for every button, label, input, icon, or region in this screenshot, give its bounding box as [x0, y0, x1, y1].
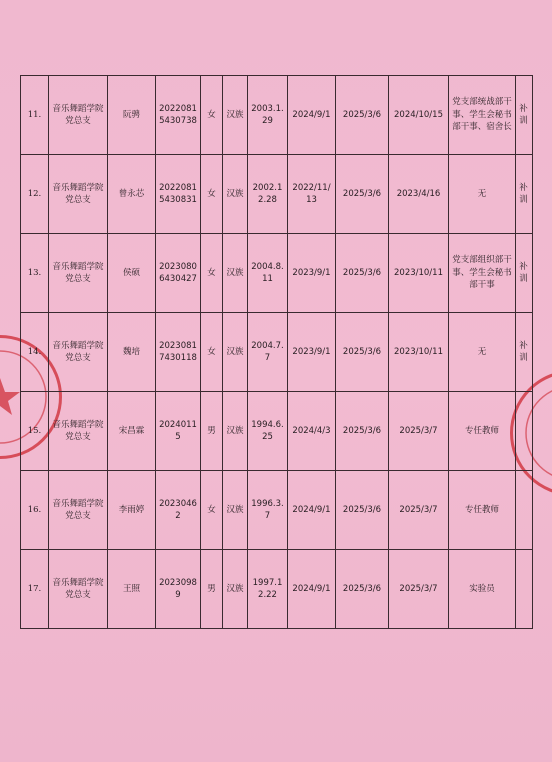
remark-cell [516, 550, 533, 629]
org-cell: 音乐舞蹈学院党总支 [49, 392, 108, 471]
position-cell: 专任教师 [449, 392, 516, 471]
date-cell: 2025/3/7 [389, 392, 449, 471]
table-row [21, 313, 533, 392]
gender-cell: 女 [201, 313, 223, 392]
date-cell: 2025/3/7 [389, 550, 449, 629]
remark-cell: 补训 [516, 313, 533, 392]
remark-cell [516, 392, 533, 471]
join-date-cell: 2024/9/1 [288, 550, 336, 629]
row-number: 12. [21, 155, 49, 234]
remark-cell [516, 471, 533, 550]
date-cell: 2025/3/7 [389, 471, 449, 550]
date-cell: 2025/3/6 [336, 471, 389, 550]
join-date-cell: 2023/9/1 [288, 313, 336, 392]
ethnicity-cell: 汉族 [223, 550, 248, 629]
date-cell: 2025/3/6 [336, 234, 389, 313]
join-date-cell: 2022/11/13 [288, 155, 336, 234]
org-cell: 音乐舞蹈学院党总支 [49, 313, 108, 392]
ethnicity-cell: 汉族 [223, 155, 248, 234]
join-date-cell: 2023/9/1 [288, 234, 336, 313]
join-date-cell: 2024/9/1 [288, 471, 336, 550]
date-cell: 2025/3/6 [336, 76, 389, 155]
gender-cell: 女 [201, 76, 223, 155]
student-id-cell: 20220815430738 [156, 76, 201, 155]
gender-cell: 男 [201, 550, 223, 629]
org-cell: 音乐舞蹈学院党总支 [49, 550, 108, 629]
date-cell: 2024/10/15 [389, 76, 449, 155]
join-date-cell: 2024/4/3 [288, 392, 336, 471]
birth-date-cell: 1996.3.7 [248, 471, 288, 550]
position-cell: 专任教师 [449, 471, 516, 550]
row-number: 15. [21, 392, 49, 471]
table-row [21, 471, 533, 550]
join-date-cell: 2024/9/1 [288, 76, 336, 155]
org-cell: 音乐舞蹈学院党总支 [49, 155, 108, 234]
member-table [20, 75, 533, 629]
row-number: 13. [21, 234, 49, 313]
student-id-cell: 20230462 [156, 471, 201, 550]
ethnicity-cell: 汉族 [223, 392, 248, 471]
gender-cell: 女 [201, 471, 223, 550]
row-number: 17. [21, 550, 49, 629]
birth-date-cell: 1994.6.25 [248, 392, 288, 471]
student-id-cell: 20220815430831 [156, 155, 201, 234]
name-cell: 阮骋 [108, 76, 156, 155]
position-cell: 无 [449, 155, 516, 234]
remark-cell: 补训 [516, 155, 533, 234]
birth-date-cell: 2002.12.28 [248, 155, 288, 234]
position-cell: 党支部统战部干事、学生会秘书部干事、宿舍长 [449, 76, 516, 155]
table-row [21, 234, 533, 313]
table-row [21, 550, 533, 629]
date-cell: 2023/4/16 [389, 155, 449, 234]
table-row [21, 155, 533, 234]
student-id-cell: 20240115 [156, 392, 201, 471]
remark-cell: 补训 [516, 76, 533, 155]
student-id-cell: 20230989 [156, 550, 201, 629]
remark-cell: 补训 [516, 234, 533, 313]
row-number: 16. [21, 471, 49, 550]
ethnicity-cell: 汉族 [223, 234, 248, 313]
gender-cell: 女 [201, 234, 223, 313]
name-cell: 侯硕 [108, 234, 156, 313]
name-cell: 王照 [108, 550, 156, 629]
name-cell: 魏培 [108, 313, 156, 392]
org-cell: 音乐舞蹈学院党总支 [49, 471, 108, 550]
ethnicity-cell: 汉族 [223, 313, 248, 392]
date-cell: 2025/3/6 [336, 313, 389, 392]
gender-cell: 男 [201, 392, 223, 471]
date-cell: 2025/3/6 [336, 155, 389, 234]
row-number: 11. [21, 76, 49, 155]
org-cell: 音乐舞蹈学院党总支 [49, 76, 108, 155]
ethnicity-cell: 汉族 [223, 471, 248, 550]
table-row [21, 392, 533, 471]
row-number: 14. [21, 313, 49, 392]
gender-cell: 女 [201, 155, 223, 234]
org-cell: 音乐舞蹈学院党总支 [49, 234, 108, 313]
position-cell: 无 [449, 313, 516, 392]
name-cell: 李雨婷 [108, 471, 156, 550]
date-cell: 2023/10/11 [389, 313, 449, 392]
name-cell: 宋昌霖 [108, 392, 156, 471]
birth-date-cell: 1997.12.22 [248, 550, 288, 629]
student-id-cell: 20230806430427 [156, 234, 201, 313]
name-cell: 曾永芯 [108, 155, 156, 234]
date-cell: 2025/3/6 [336, 392, 389, 471]
position-cell: 实验员 [449, 550, 516, 629]
birth-date-cell: 2004.8.11 [248, 234, 288, 313]
position-cell: 党支部组织部干事、学生会秘书部干事 [449, 234, 516, 313]
date-cell: 2025/3/6 [336, 550, 389, 629]
date-cell: 2023/10/11 [389, 234, 449, 313]
student-id-cell: 20230817430118 [156, 313, 201, 392]
ethnicity-cell: 汉族 [223, 76, 248, 155]
birth-date-cell: 2003.1.29 [248, 76, 288, 155]
table-row [21, 76, 533, 155]
birth-date-cell: 2004.7.7 [248, 313, 288, 392]
